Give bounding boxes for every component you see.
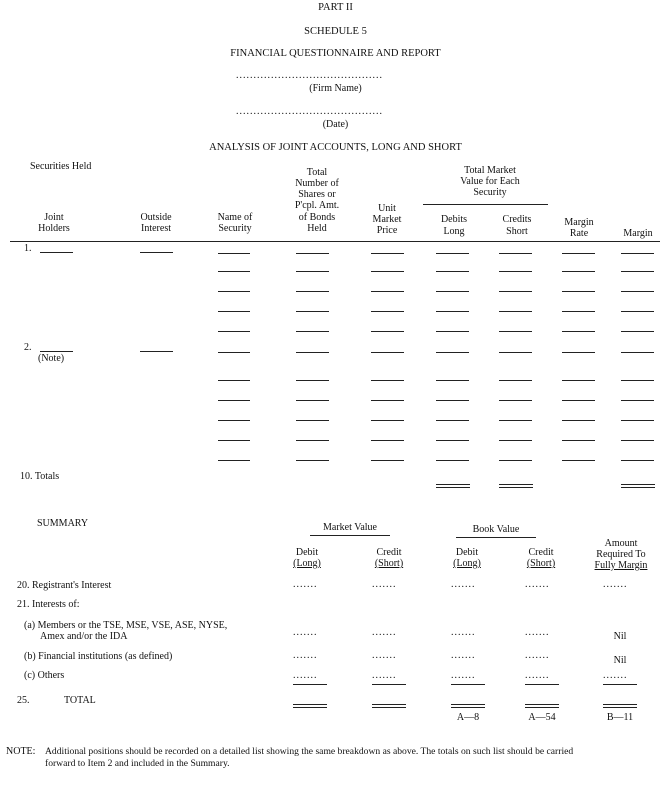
- row-1-label: 1.: [24, 243, 32, 254]
- schedule-heading: SCHEDULE 5: [304, 26, 367, 37]
- col-margin-rate-2: Rate: [569, 228, 589, 239]
- others-rule-2: [372, 684, 406, 685]
- amount-required-1: Amount: [604, 538, 638, 549]
- entry-line-unit-market-price-2: [371, 271, 404, 272]
- entry-line-name-of-security-4: [218, 311, 250, 312]
- firm-name-label: (Firm Name): [309, 83, 362, 94]
- entry-line-margin-rate-8: [562, 400, 595, 401]
- entry-line-total-number-3: [296, 291, 329, 292]
- entry-line-total-number-10: [296, 440, 329, 441]
- entry-line-margin-rate-9: [562, 420, 595, 421]
- entry-line-margin-7: [621, 380, 654, 381]
- entry-line-name-of-security-2: [218, 271, 250, 272]
- row-21-label: 21. Interests of:: [17, 599, 80, 610]
- total-mv-credit: [372, 704, 406, 708]
- entry-line-debits-long-6: [436, 352, 469, 353]
- ref-b11: B—11: [606, 712, 634, 723]
- row-c-dots-2: .......: [372, 670, 397, 681]
- date-line: ..........................................: [236, 106, 383, 117]
- row-c-dots-5: .......: [603, 670, 628, 681]
- totals-label: 10. Totals: [20, 471, 60, 482]
- others-rule-4: [525, 684, 559, 685]
- entry-line-name-of-security-10: [218, 440, 250, 441]
- bv-debit-label: Debit: [455, 547, 479, 558]
- others-rule-5: [603, 684, 637, 685]
- ref-a8: A—8: [456, 712, 480, 723]
- amount-required-2: Required To: [596, 549, 646, 560]
- col-margin: Margin: [623, 228, 653, 239]
- row-c-label: (c) Others: [24, 670, 65, 681]
- entry-line-unit-market-price-8: [371, 400, 404, 401]
- col-joint-holders-1: Joint: [44, 212, 64, 223]
- market-value-rule: [423, 204, 548, 205]
- mv-debit-label: Debit: [295, 547, 319, 558]
- col-total-number-3: Shares or: [298, 189, 336, 200]
- col-total-market-value-1: Total Market: [464, 165, 516, 176]
- entry-line-total-number-2: [296, 271, 329, 272]
- entry-line-name-of-security-3: [218, 291, 250, 292]
- nil-a: Nil: [613, 631, 627, 642]
- firm-name-line: ..........................................: [236, 70, 383, 81]
- col-unit-market-price-2: Market: [372, 214, 402, 225]
- entry-line-debits-long-11: [436, 460, 469, 461]
- row-c-dots-4: .......: [525, 670, 550, 681]
- entry-line-credits-short-9: [499, 420, 532, 421]
- mv-debit-long: (Long): [293, 558, 321, 569]
- col-total-number-1: Total: [306, 167, 328, 178]
- col-outside-interest-2: Interest: [141, 223, 171, 234]
- entry-line-name-of-security-1: [218, 253, 250, 254]
- row-b-label: (b) Financial institutions (as defined): [24, 651, 173, 662]
- entry-line-margin-rate-2: [562, 271, 595, 272]
- entry-line-margin-rate-10: [562, 440, 595, 441]
- totals-credits-short: [499, 484, 533, 488]
- market-value-heading-rule: [310, 535, 390, 536]
- row-2-note: (Note): [38, 353, 65, 364]
- col-total-market-value-2: Value for Each: [460, 176, 520, 187]
- row-b-dots-4: .......: [525, 650, 550, 661]
- entry-line-unit-market-price-9: [371, 420, 404, 421]
- entry-line-margin-10: [621, 440, 654, 441]
- entry-line-margin-9: [621, 420, 654, 421]
- entry-line-margin-11: [621, 460, 654, 461]
- col-total-number-5: of Bonds: [298, 212, 336, 223]
- amount-required-3: Fully Margin: [594, 560, 648, 571]
- entry-line-debits-long-9: [436, 420, 469, 421]
- entry-line-margin-rate-6: [562, 352, 595, 353]
- others-rule-3: [451, 684, 485, 685]
- entry-line-credits-short-6: [499, 352, 532, 353]
- total-amount-required: [603, 704, 637, 708]
- row-20-dots-4: .......: [525, 579, 550, 590]
- entry-line-credits-short-10: [499, 440, 532, 441]
- col-unit-market-price-1: Unit: [378, 203, 396, 214]
- form-title: FINANCIAL QUESTIONNAIRE AND REPORT: [230, 48, 441, 59]
- entry-line-debits-long-3: [436, 291, 469, 292]
- entry-line-unit-market-price-1: [371, 253, 404, 254]
- header-rule: [10, 241, 660, 242]
- entry-line-margin-rate-4: [562, 311, 595, 312]
- entry-line-name-of-security-6: [218, 352, 250, 353]
- row-1-outside-interest-line: [140, 252, 173, 253]
- col-outside-interest-1: Outside: [140, 212, 172, 223]
- entry-line-margin-rate-11: [562, 460, 595, 461]
- total-mv-debit: [293, 704, 327, 708]
- analysis-title: ANALYSIS OF JOINT ACCOUNTS, LONG AND SHORT: [209, 142, 462, 153]
- row-a-dots-4: .......: [525, 627, 550, 638]
- row-a-label-1: (a) Members or the TSE, MSE, VSE, ASE, NYSE,: [24, 620, 228, 631]
- entry-line-total-number-7: [296, 380, 329, 381]
- securities-held-label: Securities Held: [30, 161, 92, 172]
- row-a-dots-1: .......: [293, 627, 318, 638]
- total-bv-credit: [525, 704, 559, 708]
- totals-margin: [621, 484, 655, 488]
- entry-line-margin-rate-7: [562, 380, 595, 381]
- entry-line-margin-2: [621, 271, 654, 272]
- entry-line-credits-short-2: [499, 271, 532, 272]
- entry-line-unit-market-price-11: [371, 460, 404, 461]
- row-2-joint-holder-line: [40, 351, 73, 352]
- entry-line-debits-long-10: [436, 440, 469, 441]
- note-line-2: forward to Item 2 and included in the Summary.: [45, 758, 230, 769]
- others-rule-1: [293, 684, 327, 685]
- entry-line-total-number-1: [296, 253, 329, 254]
- entry-line-credits-short-5: [499, 331, 532, 332]
- bv-credit-label: Credit: [528, 547, 554, 558]
- note-label: NOTE:: [6, 746, 36, 757]
- entry-line-credits-short-1: [499, 253, 532, 254]
- entry-line-total-number-5: [296, 331, 329, 332]
- row-20-dots-5: .......: [603, 579, 628, 590]
- entry-line-margin-1: [621, 253, 654, 254]
- entry-line-margin-5: [621, 331, 654, 332]
- col-name-of-security-2: Security: [218, 223, 252, 234]
- date-label: (Date): [322, 119, 349, 130]
- col-total-number-4: P'cpl. Amt.: [294, 200, 340, 211]
- row-1-joint-holder-line: [40, 252, 73, 253]
- entry-line-unit-market-price-6: [371, 352, 404, 353]
- totals-debits-long: [436, 484, 470, 488]
- row-a-dots-3: .......: [451, 627, 476, 638]
- market-value-heading: Market Value: [323, 522, 377, 533]
- row-2-outside-interest-line: [140, 351, 173, 352]
- row-2-label: 2.: [24, 342, 32, 353]
- entry-line-total-number-6: [296, 352, 329, 353]
- book-value-heading-rule: [456, 537, 536, 538]
- entry-line-debits-long-7: [436, 380, 469, 381]
- entry-line-debits-long-2: [436, 271, 469, 272]
- entry-line-credits-short-3: [499, 291, 532, 292]
- col-joint-holders-2: Holders: [38, 223, 70, 234]
- entry-line-margin-rate-3: [562, 291, 595, 292]
- row-c-dots-1: .......: [293, 670, 318, 681]
- col-credits-short-2: Short: [506, 226, 528, 237]
- entry-line-unit-market-price-7: [371, 380, 404, 381]
- total-bv-debit: [451, 704, 485, 708]
- entry-line-debits-long-1: [436, 253, 469, 254]
- bv-credit-short: (Short): [526, 558, 556, 569]
- row-20-dots-1: .......: [293, 579, 318, 590]
- row-20-dots-2: .......: [372, 579, 397, 590]
- col-debits-long-2: Long: [443, 226, 465, 237]
- row-25-label: 25.: [17, 695, 30, 706]
- entry-line-unit-market-price-10: [371, 440, 404, 441]
- entry-line-credits-short-7: [499, 380, 532, 381]
- col-margin-rate-1: Margin: [564, 217, 594, 228]
- note-line-1: Additional positions should be recorded on a detailed list showing the same breakdown as above. The totals on such list should be carried: [45, 746, 574, 757]
- entry-line-margin-rate-1: [562, 253, 595, 254]
- row-20-dots-3: .......: [451, 579, 476, 590]
- entry-line-credits-short-11: [499, 460, 532, 461]
- summary-title: SUMMARY: [37, 518, 89, 529]
- entry-line-total-number-4: [296, 311, 329, 312]
- nil-b: Nil: [613, 655, 627, 666]
- row-25-total: TOTAL: [64, 695, 96, 706]
- col-name-of-security-1: Name of: [217, 212, 253, 223]
- row-a-dots-2: .......: [372, 627, 397, 638]
- entry-line-debits-long-5: [436, 331, 469, 332]
- col-total-number-2: Number of: [295, 178, 339, 189]
- entry-line-margin-4: [621, 311, 654, 312]
- col-unit-market-price-3: Price: [376, 225, 398, 236]
- entry-line-unit-market-price-5: [371, 331, 404, 332]
- row-a-label-2: Amex and/or the IDA: [40, 631, 128, 642]
- entry-line-debits-long-4: [436, 311, 469, 312]
- col-debits-long-1: Debits: [440, 214, 468, 225]
- entry-line-margin-6: [621, 352, 654, 353]
- entry-line-margin-3: [621, 291, 654, 292]
- bv-debit-long: (Long): [453, 558, 481, 569]
- entry-line-name-of-security-11: [218, 460, 250, 461]
- row-b-dots-2: .......: [372, 650, 397, 661]
- row-b-dots-1: .......: [293, 650, 318, 661]
- mv-credit-short: (Short): [374, 558, 404, 569]
- entry-line-total-number-9: [296, 420, 329, 421]
- col-total-number-6: Held: [307, 223, 327, 234]
- entry-line-margin-rate-5: [562, 331, 595, 332]
- col-total-market-value-3: Security: [473, 187, 507, 198]
- ref-a54: A—54: [528, 712, 556, 723]
- entry-line-credits-short-8: [499, 400, 532, 401]
- mv-credit-label: Credit: [376, 547, 402, 558]
- entry-line-name-of-security-5: [218, 331, 250, 332]
- row-c-dots-3: .......: [451, 670, 476, 681]
- entry-line-total-number-8: [296, 400, 329, 401]
- part-heading: PART II: [318, 2, 353, 13]
- row-20-label: 20. Registrant's Interest: [17, 580, 112, 591]
- entry-line-name-of-security-8: [218, 400, 250, 401]
- entry-line-unit-market-price-4: [371, 311, 404, 312]
- row-b-dots-3: .......: [451, 650, 476, 661]
- entry-line-unit-market-price-3: [371, 291, 404, 292]
- entry-line-credits-short-4: [499, 311, 532, 312]
- entry-line-name-of-security-9: [218, 420, 250, 421]
- entry-line-margin-8: [621, 400, 654, 401]
- entry-line-debits-long-8: [436, 400, 469, 401]
- entry-line-name-of-security-7: [218, 380, 250, 381]
- col-credits-short-1: Credits: [502, 214, 532, 225]
- entry-line-total-number-11: [296, 460, 329, 461]
- book-value-heading: Book Value: [472, 524, 520, 535]
